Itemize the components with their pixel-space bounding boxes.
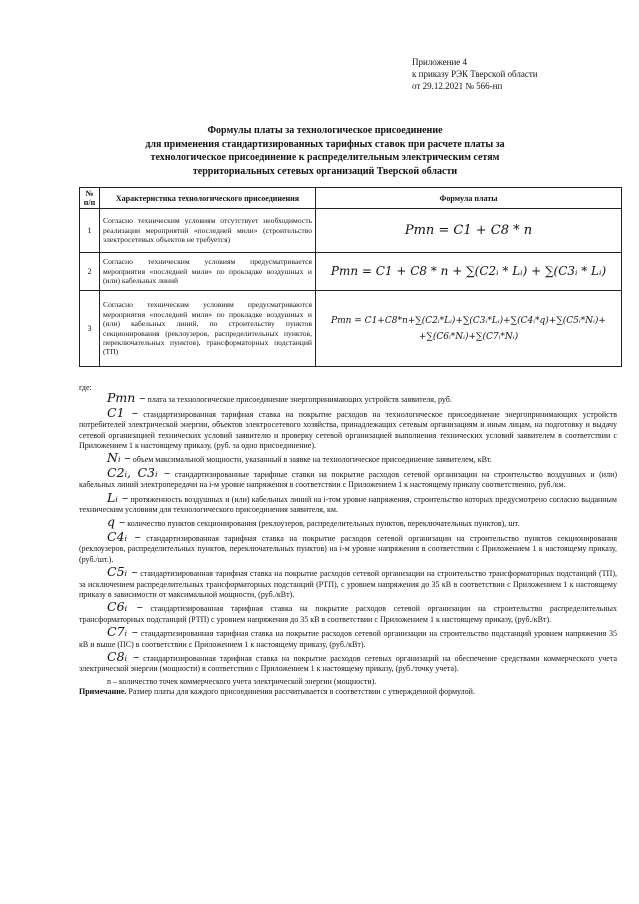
- legend-item: [79, 489, 617, 516]
- legend-item: [79, 404, 617, 452]
- legend-text: стандартизированные тарифные ставки на покрытие расходов сетевой организации на строительство воздушных и (или) кабельных линий электропередачи на i-м уровне напряжения в соответствии с Приложением 1 к настоящему приказу соответственно, руб./км.: [79, 469, 618, 490]
- formula-line-2: +∑(C6ᵢ*Nᵢ)+∑(C7ᵢ*Nᵢ): [418, 331, 519, 342]
- legend-text: плата за технологическое присоединение энергопринимающих устройств заявителя, руб.: [147, 395, 452, 405]
- legend-symbol: C7ᵢ –: [107, 624, 138, 640]
- table-header-row: [80, 188, 622, 209]
- row-formula: Pтп = C1 + C8 * n: [316, 209, 622, 253]
- row-characteristic: Согласно техническим условиям предусматривается мероприятия «последней мили» по прокладке воздушных и (или) кабельных линий: [100, 253, 316, 291]
- title-line-3: технологическое присоединение к распределительным электрическим сетям: [150, 152, 500, 163]
- row-formula: Pтп = C1 + C8 * n + ∑(C2ᵢ * Lᵢ) + ∑(C3ᵢ * Lᵢ): [316, 253, 622, 291]
- legend-item: [79, 390, 617, 406]
- header-formula: Формула платы: [316, 188, 622, 209]
- row-characteristic: Согласно техническим условиям отсутствует необходимость реализации мероприятий «последней мили» (строительство электросетевых объектов не требуется): [100, 209, 316, 253]
- annex-order: к приказу РЭК Тверской области: [412, 69, 538, 79]
- legend-text: объем максимальной мощности, указанный в заявке на технологическое присоединение заявителем, кВт.: [132, 455, 492, 465]
- header-num: № п/п: [80, 188, 100, 209]
- legend-text: стандартизированная тарифная ставка на покрытие расходов на технологическое присоединение энергопринимающих устройств потребителей электрической энергии, объектов электросетевого хозяйства, принадлежащих сетевым организациям и иным лицам, на подготовку и выдачу сетевой организацией технических условий заявителю и проверку сетевой организацией выполнения технических условий заявителем в соответствии с Приложением 1 к настоящему приказу, (руб. за одно присоединение).: [79, 409, 617, 451]
- legend-text: протяженность воздушных и (или) кабельных линий на i-том уровне напряжения, строительство которых предусмотрено согласно выданным техническим условиям для технологического присоединения заявителя, км.: [79, 494, 617, 515]
- legend-item: [79, 564, 617, 600]
- legend-symbol: q –: [107, 514, 126, 530]
- annex-header: [412, 56, 612, 92]
- formula-line-1: Pтп = C1+C8*n+∑(C2ᵢ*Lᵢ)+∑(C3ᵢ*Lᵢ)+∑(C4ᵢ*q)+∑(C5ᵢ*Nᵢ)+: [331, 315, 606, 326]
- legend-item: [79, 624, 618, 650]
- legend-text: количество пунктов секционирования (реклоузеров, распределительных пунктов, переключательных пунктов), шт.: [127, 519, 520, 529]
- table-row: [80, 209, 622, 253]
- legend-symbol: Nᵢ –: [107, 450, 131, 466]
- legend-symbol: C5ᵢ –: [107, 564, 138, 580]
- note-text: Размер платы для каждого присоединения рассчитывается в соответствии с утвержденной формулой.: [126, 687, 475, 697]
- legend-n-line: n – количество точек коммерческого учета электрической энергии (мощности).: [107, 676, 377, 686]
- formula-legend: [79, 383, 617, 698]
- legend-item: [79, 514, 617, 530]
- legend-symbol: C8ᵢ –: [107, 648, 140, 664]
- legend-text: стандартизированная тарифная ставка на покрытие расходов сетевой организации на строительство распределительных трансформаторных подстанций (РТП) с уровнем напряжения до 35 кВ в соответствии с Приложением 1 к настоящему приказу, (руб./кВт).: [79, 604, 617, 624]
- note: [79, 687, 617, 697]
- row-num: 3: [80, 291, 100, 367]
- legend-item: [79, 528, 618, 565]
- legend-symbol: C1 –: [107, 404, 138, 420]
- legend-where: где:: [79, 383, 92, 392]
- legend-symbol: C2ᵢ, C3ᵢ –: [107, 464, 171, 480]
- legend-symbol: C6ᵢ –: [107, 599, 143, 615]
- document-title: [90, 124, 560, 178]
- title-line-1: Формулы платы за технологическое присоединение: [207, 125, 443, 136]
- title-line-4: территориальных сетевых организаций Тверской области: [192, 165, 458, 177]
- header-characteristic: Характеристика технологического присоединения: [100, 188, 316, 209]
- legend-text: стандартизированная тарифная ставка на покрытие расходов сетевой организации на строительство подстанций уровнем напряжения 35 кВ и выше (ПС) в соответствии с Приложением 1 к настоящему приказу, (руб./кВт).: [79, 629, 618, 649]
- legend-symbol: C4ᵢ –: [107, 528, 141, 544]
- legend-text: стандартизированная тарифная ставка на покрытие расходов сетевой организации на строительство трансформаторных подстанций (ТП), за исключением распределительных трансформаторных подстанций (РТП), с уровнем напряжения до 35 кВ в соответствии с Приложением 1 к настоящему приказу в зависимости от максимальной мощности, (руб./кВт).: [79, 569, 617, 599]
- row-formula: [316, 291, 622, 367]
- table-row: [80, 253, 622, 291]
- row-characteristic: Согласно техническим условиям предусматриваются мероприятия «последней мили» по прокладке воздушных и (или) кабельных линий, по строительству пунктов секционирования (реклоузеров, распределительных пунктов, переключательных пунктов), трансформаторных подстанций (ТП): [100, 291, 316, 367]
- legend-item: [79, 599, 617, 625]
- title-line-2: для применения стандартизированных тарифных ставок при расчете платы за: [145, 138, 505, 150]
- legend-symbol: Lᵢ –: [107, 489, 129, 505]
- formula-table: [79, 187, 622, 367]
- row-num: 2: [80, 253, 100, 291]
- note-label: Примечание.: [79, 687, 127, 697]
- annex-date: от 29.12.2021 № 566-нп: [412, 81, 503, 91]
- legend-symbol: Pтп –: [107, 390, 146, 406]
- table-row: [80, 291, 622, 367]
- row-num: 1: [80, 209, 100, 253]
- legend-item: [79, 648, 617, 675]
- legend-text: стандартизированная тарифная ставка на покрытие расходов сетевой организации на строительство пунктов секционирования (реклоузеров, распределительных пунктов, переключательных пунктов) на i-м уровне напряжения в соответствии с Приложением 1 к настоящему приказу, (руб./шт.).: [79, 533, 618, 564]
- legend-item: [79, 464, 618, 491]
- legend-text: стандартизированная тарифная ставка на покрытие расходов сетевых организаций на обеспечение средствами коммерческого учета электрической энергии (мощности) в соответствии с Приложением 1 к настоящему приказу, (руб./точку учета).: [79, 653, 617, 674]
- annex-number: Приложение 4: [412, 57, 468, 67]
